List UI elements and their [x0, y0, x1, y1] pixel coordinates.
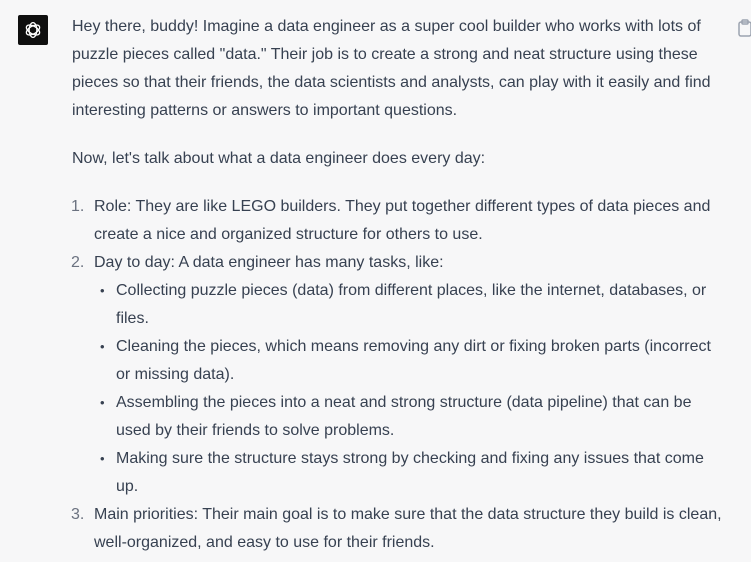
bullet-item-text: Collecting puzzle pieces (data) from different places, like the internet, databases, or files. [116, 282, 707, 327]
bullet-item [94, 389, 727, 445]
bullet-item-text: Cleaning the pieces, which means removing any dirt or fixing broken parts (incorrect or missing data). [116, 338, 711, 383]
list-number: 3. [71, 506, 85, 523]
lead-paragraph: Now, let's talk about what a data engineer does every day: [72, 150, 486, 167]
list-item-text: Role: They are like LEGO builders. They put together different types of data pieces and create a nice and organized structure for others to use. [94, 198, 711, 243]
list-item-text: Day to day: A data engineer has many tasks, like: [94, 254, 444, 271]
clipboard-icon[interactable] [737, 19, 751, 37]
bullet-item [94, 445, 727, 501]
openai-logo-icon [18, 15, 48, 45]
list-number: 2. [71, 254, 85, 271]
bullet-list [94, 277, 727, 501]
bullet-icon: • [100, 451, 105, 466]
list-item [72, 501, 727, 557]
bullet-item-text: Making sure the structure stays strong by checking and fixing any issues that come up. [116, 450, 704, 495]
bullet-icon: • [100, 395, 105, 410]
bullet-icon: • [100, 339, 105, 354]
numbered-list [72, 193, 727, 557]
list-item-text: Main priorities: Their main goal is to make sure that the data structure they build is clean, well-organized, and easy to use for their friends. [94, 506, 722, 551]
list-item [72, 249, 727, 501]
bullet-icon: • [100, 283, 105, 298]
intro-paragraph: Hey there, buddy! Imagine a data engineer as a super cool builder who works with lots of puzzle pieces called "data." Their job is to create a strong and neat structure using these pieces so that their friends, the data scientists and analysts, can play with it easily and find interesting patterns or answers to important questions. [72, 18, 711, 119]
message-content [72, 13, 727, 557]
list-number: 1. [71, 198, 85, 215]
bullet-item [94, 333, 727, 389]
bullet-item-text: Assembling the pieces into a neat and strong structure (data pipeline) that can be used by their friends to solve problems. [116, 394, 692, 439]
list-item [72, 193, 727, 249]
bullet-item [94, 277, 727, 333]
